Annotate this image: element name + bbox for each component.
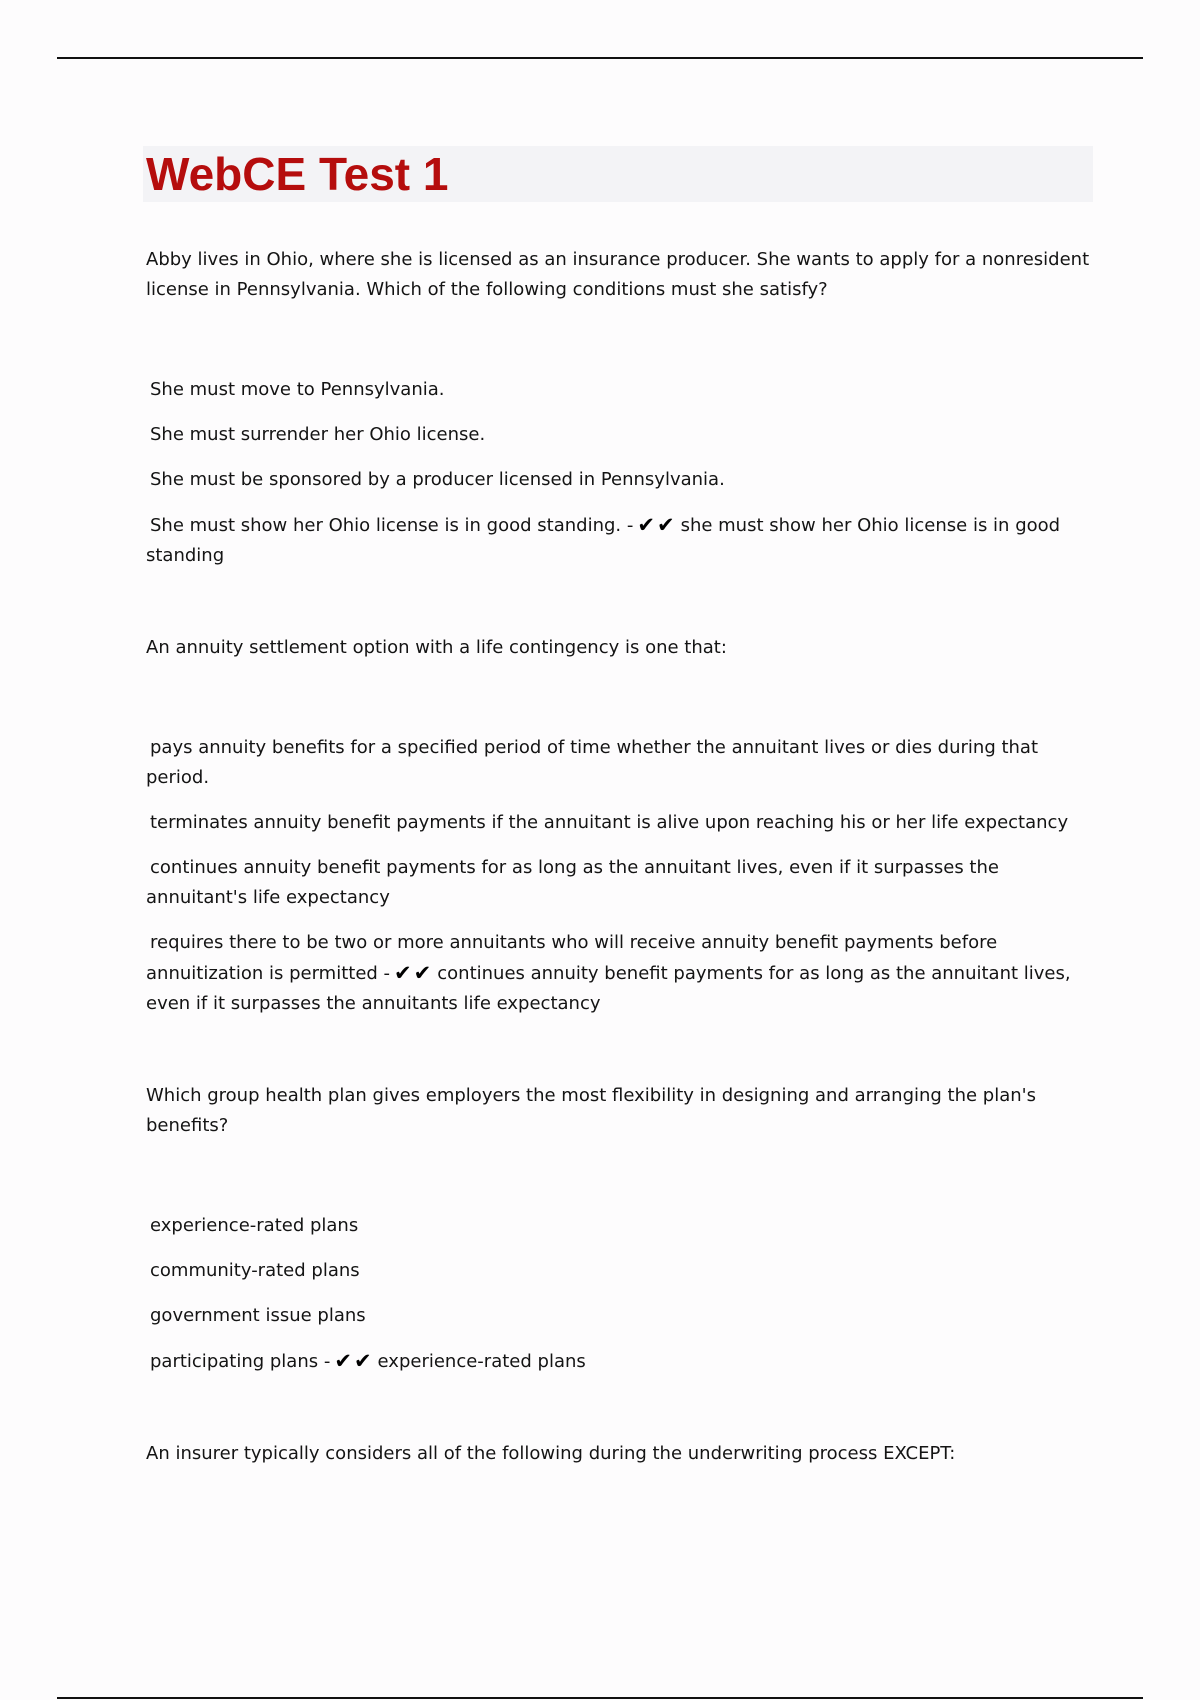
option-item-with-answer — [146, 510, 1096, 571]
question-text: An annuity settlement option with a life contingency is one that: — [146, 637, 727, 658]
option-item — [146, 420, 1096, 450]
document-body — [146, 245, 1096, 1469]
option-item — [146, 465, 1096, 495]
question-text: An insurer typically considers all of the following during the underwriting process EXCEPT: — [146, 1443, 956, 1464]
option-text: government issue plans — [150, 1305, 366, 1326]
option-item — [146, 1211, 1096, 1241]
question-block — [146, 1081, 1096, 1377]
option-item-with-answer — [146, 928, 1096, 1019]
option-text: experience-rated plans — [150, 1215, 359, 1236]
question-block — [146, 245, 1096, 571]
question-text: Abby lives in Ohio, where she is licensed as an insurance producer. She wants to apply for a nonresident license in Pennsylvania. Which of the following conditions must she satisfy? — [146, 249, 1090, 300]
question-block — [146, 1439, 1096, 1469]
option-item — [146, 733, 1096, 793]
option-text: requires there to be two or more annuitants who will receive annuity benefit payments before annuitization is permitted - — [146, 932, 998, 984]
option-item — [146, 375, 1096, 405]
bottom-rule — [57, 1697, 1143, 1699]
option-item-with-answer — [146, 1346, 1096, 1377]
double-check-icon: ✔✔ — [394, 961, 434, 985]
document-title: WebCE Test 1 — [146, 148, 449, 200]
question-text: Which group health plan gives employers the most flexibility in designing and arranging the plan's benefits? — [146, 1085, 1036, 1136]
option-text: community-rated plans — [150, 1260, 360, 1281]
option-text: terminates annuity benefit payments if the annuitant is alive upon reaching his or her life expectancy — [150, 812, 1069, 833]
double-check-icon: ✔✔ — [334, 1349, 374, 1373]
option-list — [146, 733, 1096, 1019]
answer-text: she must show her Ohio license is in good standing — [146, 515, 1061, 566]
answer-text: continues annuity benefit payments for as long as the annuitant lives, even if it surpasses the annuitants life expectancy — [146, 963, 1071, 1014]
option-text: She must move to Pennsylvania. — [150, 379, 445, 400]
option-item — [146, 1301, 1096, 1331]
option-item — [146, 853, 1096, 913]
top-rule — [57, 57, 1143, 59]
option-list — [146, 375, 1096, 571]
option-item — [146, 1256, 1096, 1286]
option-text: She must show her Ohio license is in good standing. - — [150, 515, 634, 536]
option-text: She must be sponsored by a producer licensed in Pennsylvania. — [150, 469, 725, 490]
option-text: She must surrender her Ohio license. — [150, 424, 486, 445]
option-text: pays annuity benefits for a specified period of time whether the annuitant lives or dies during that period. — [146, 737, 1039, 788]
double-check-icon: ✔✔ — [637, 513, 677, 537]
answer-text: experience-rated plans — [377, 1351, 586, 1372]
option-text: participating plans - — [150, 1351, 331, 1372]
option-list — [146, 1211, 1096, 1377]
question-block — [146, 633, 1096, 1019]
option-item — [146, 808, 1096, 838]
option-text: continues annuity benefit payments for as long as the annuitant lives, even if it surpasses the annuitant's life expectancy — [146, 857, 999, 908]
